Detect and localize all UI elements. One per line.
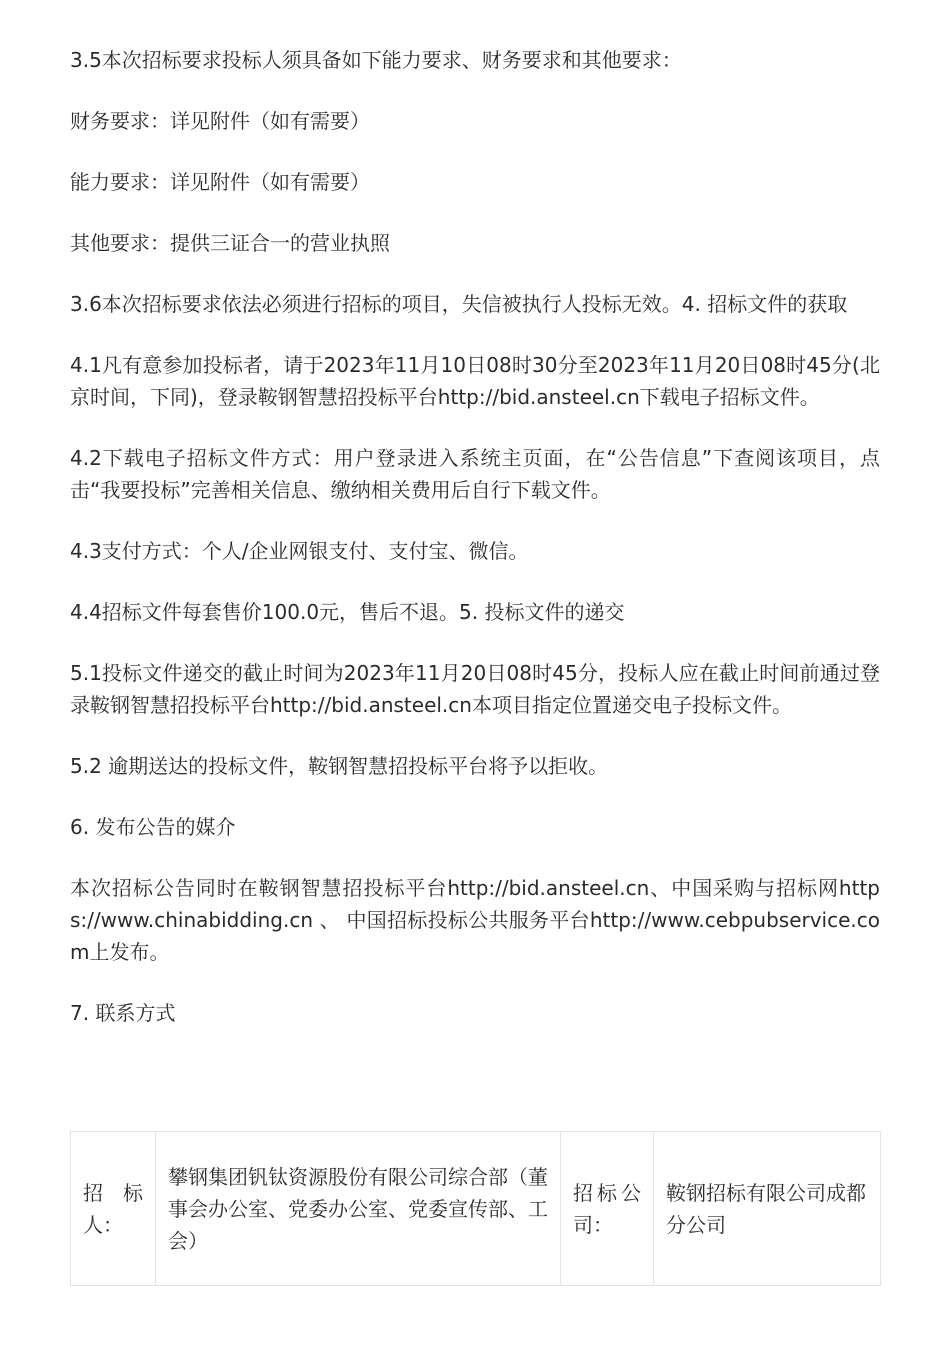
tenderer-label: 招 标人：	[71, 1132, 156, 1286]
contact-table	[70, 1131, 881, 1286]
financial-requirement: 财务要求：详见附件（如有需要）	[70, 109, 370, 133]
section-5-1: 5.1投标文件递交的截止时间为2023年11月20日08时45分，投标人应在截止时间前通过登录鞍钢智慧招投标平台http://bid.ansteel.cn本项目指定位置递交电子投标文件。	[70, 661, 880, 717]
section-3-6: 3.6本次招标要求依法必须进行招标的项目，失信被执行人投标无效。4. 招标文件的获取	[70, 292, 848, 316]
section-6-media: 本次招标公告同时在鞍钢智慧招投标平台http://bid.ansteel.cn、中国采购与招标网https://www.chinabidding.cn 、 中国招标投标公共服务平台http://www.cebpubservice.com上发布。	[70, 876, 880, 964]
agency-label: 招标公司：	[561, 1132, 654, 1286]
section-3-5: 3.5本次招标要求投标人须具备如下能力要求、财务要求和其他要求：	[70, 48, 682, 72]
tenderer-value: 攀钢集团钒钛资源股份有限公司综合部（董事会办公室、党委办公室、党委宣传部、工会）	[156, 1132, 561, 1286]
other-requirement: 其他要求：提供三证合一的营业执照	[70, 231, 390, 255]
section-4-2: 4.2下载电子招标文件方式：用户登录进入系统主页面，在“公告信息”下查阅该项目，点击“我要投标”完善相关信息、缴纳相关费用后自行下载文件。	[70, 446, 880, 502]
section-4-4: 4.4招标文件每套售价100.0元，售后不退。5. 投标文件的递交	[70, 600, 625, 624]
section-4-1: 4.1凡有意参加投标者，请于2023年11月10日08时30分至2023年11月20日08时45分(北京时间，下同)，登录鞍钢智慧招投标平台http://bid.ansteel.cn下载电子招标文件。	[70, 353, 880, 409]
section-5-2: 5.2 逾期送达的投标文件，鞍钢智慧招投标平台将予以拒收。	[70, 754, 609, 778]
agency-value: 鞍钢招标有限公司成都分公司	[654, 1132, 881, 1286]
section-4-3: 4.3支付方式：个人/企业网银支付、支付宝、微信。	[70, 539, 529, 563]
section-7-heading: 7. 联系方式	[70, 1001, 176, 1025]
section-6-heading: 6. 发布公告的媒介	[70, 815, 236, 839]
table-row	[71, 1132, 881, 1286]
capability-requirement: 能力要求：详见附件（如有需要）	[70, 170, 370, 194]
announcement-body	[70, 44, 880, 1058]
